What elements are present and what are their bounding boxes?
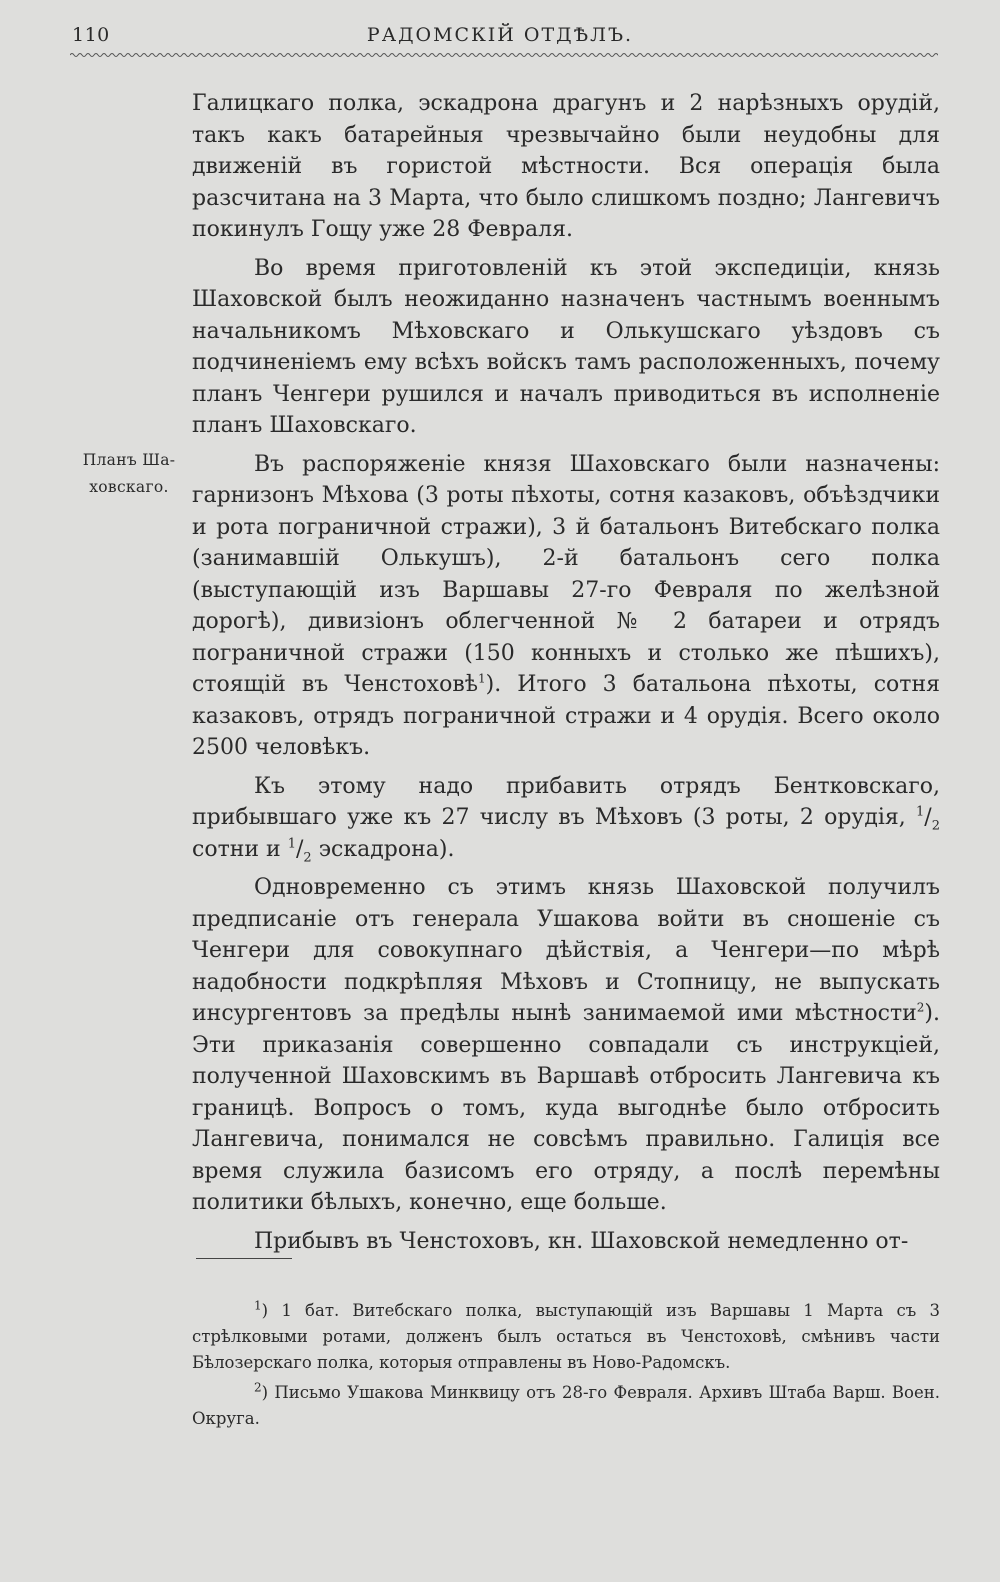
paragraph-4-text-c: эскадрона).	[311, 836, 455, 862]
paragraph-3-text-b: ). Итого 3 батальона пѣхоты, сотня казаковъ, отрядъ пограничной стражи и 4 орудія. Всего около 2500 человѣкъ.	[192, 672, 940, 760]
running-title: РАДОМСКІЙ ОТДѢЛЪ.	[366, 24, 634, 46]
margin-note-line-2: ховскаго.	[89, 478, 169, 496]
footnote-2-text: Письмо Ушакова Минквицу отъ 28-го Февраля. Архивъ Штаба Варш. Воен. Округа.	[192, 1383, 940, 1428]
margin-note	[70, 447, 188, 501]
paragraph-4-text-a: Къ этому надо прибавить отрядъ Бентковскаго, прибывшаго уже къ 27 числу въ Мѣховъ (3 роты, 2 орудія,	[192, 773, 940, 830]
footnote-rule	[196, 1258, 292, 1259]
fraction-half-1: $^1/_2$	[916, 804, 940, 834]
fraction-numerator: 1	[287, 836, 296, 852]
paragraph-2: Во время приготовленій къ этой экспедиціи, князь Шаховской былъ неожиданно назначенъ частнымъ военнымъ начальникомъ Мѣховскаго и Олькушскаго уѣздовъ съ подчиненіемъ ему всѣхъ войскъ тамъ расположенныхъ, почему планъ Ченгери рушился и началъ приводиться въ исполненіе планъ Шаховскаго.	[192, 255, 940, 438]
footnote-2: $^2$) Письмо Ушакова Минквицу отъ 28-го Февраля. Архивъ Штаба Варш. Воен. Округа.	[192, 1380, 940, 1428]
body-text	[192, 88, 940, 1264]
paragraph-4	[192, 771, 940, 866]
footnote-ref-2: 2	[916, 1000, 925, 1015]
paragraph-4-text-b: сотни и	[192, 836, 288, 862]
margin-note-line-1: Планъ Ша-	[82, 451, 176, 469]
footnotes	[192, 1298, 940, 1436]
paragraph-5	[192, 872, 940, 1219]
paragraph-6: Прибывъ въ Ченстоховъ, кн. Шаховской немедленно от-	[254, 1228, 909, 1254]
footnote-2-mark: 2	[254, 1380, 262, 1395]
paragraph-3-text-a: Въ распоряженіе князя Шаховскаго были назначены: гарнизонъ Мѣхова (3 роты пѣхоты, сотня казаковъ, объѣздчики и рота пограничной стражи), 3 й батальонъ Витебскаго полка (занимавшій Олькушъ), 2-й батальонъ сего полка (выступающій изъ Варшавы 27-го Февраля по желѣзной дорогѣ), дивизіонъ облегченной № 2 батареи и отрядъ пограничной стражи (150 конныхъ и столько же пѣшихъ), стоящій въ Ченстоховѣ	[192, 451, 940, 697]
footnote-ref-1: 1	[477, 671, 486, 686]
fraction-numerator: 1	[916, 804, 925, 820]
fraction-denominator: 2	[931, 818, 940, 834]
fraction-half-2: $^1/_2$	[287, 836, 312, 865]
footnote-1: $^1$) 1 бат. Витебскаго полка, выступающій изъ Варшавы 1 Марта съ 3 стрѣлковыми ротами, долженъ былъ остаться въ Ченстоховѣ, смѣнивъ части Бѣлозерскаго полка, которыя отправлены въ Ново-Радомскъ.	[192, 1298, 940, 1372]
paragraph-3	[192, 449, 940, 764]
paragraph-5-text-b: ). Эти приказанія совершенно совпадали съ инструкціей, полученной Шаховскимъ въ Варшавѣ отбросить Лангевича къ границѣ. Вопросъ о томъ, куда выгоднѣе было отбросить Лангевича, понимался не совсѣмъ правильно. Галиція все время служила базисомъ его отряду, а послѣ перемѣны политики бѣлыхъ, конечно, еще больше.	[192, 1001, 940, 1215]
fraction-denominator: 2	[303, 849, 312, 865]
header-wavy-rule	[70, 52, 938, 58]
footnote-1-text: 1 бат. Витебскаго полка, выступающій изъ Варшавы 1 Марта съ 3 стрѣлковыми ротами, долженъ былъ остаться въ Ченстоховѣ, смѣнивъ части Бѣлозерскаго полка, которыя отправлены въ Ново-Радомскъ.	[192, 1301, 940, 1372]
footnote-1-mark: 1	[254, 1298, 262, 1313]
paragraph-5-text-a: Одновременно съ этимъ князь Шаховской получилъ предписаніе отъ генерала Ушакова войти въ сношеніе съ Ченгери для совокупнаго дѣйствія, а Ченгери—по мѣрѣ надобности подкрѣпляя Мѣховъ и Стопницу, не выпускать инсургентовъ за предѣлы нынѣ занимаемой ими мѣстности	[192, 875, 940, 1026]
page-number: 110	[72, 24, 110, 46]
paragraph-1: Галицкаго полка, эскадрона драгунъ и 2 нарѣзныхъ орудій, такъ какъ батарейныя чрезвычайно были неудобны для движеній въ гористой мѣстности. Вся операція была разсчитана на 3 Марта, что было слишкомъ поздно; Лангевичъ покинулъ Гощу уже 28 Февраля.	[192, 91, 940, 242]
